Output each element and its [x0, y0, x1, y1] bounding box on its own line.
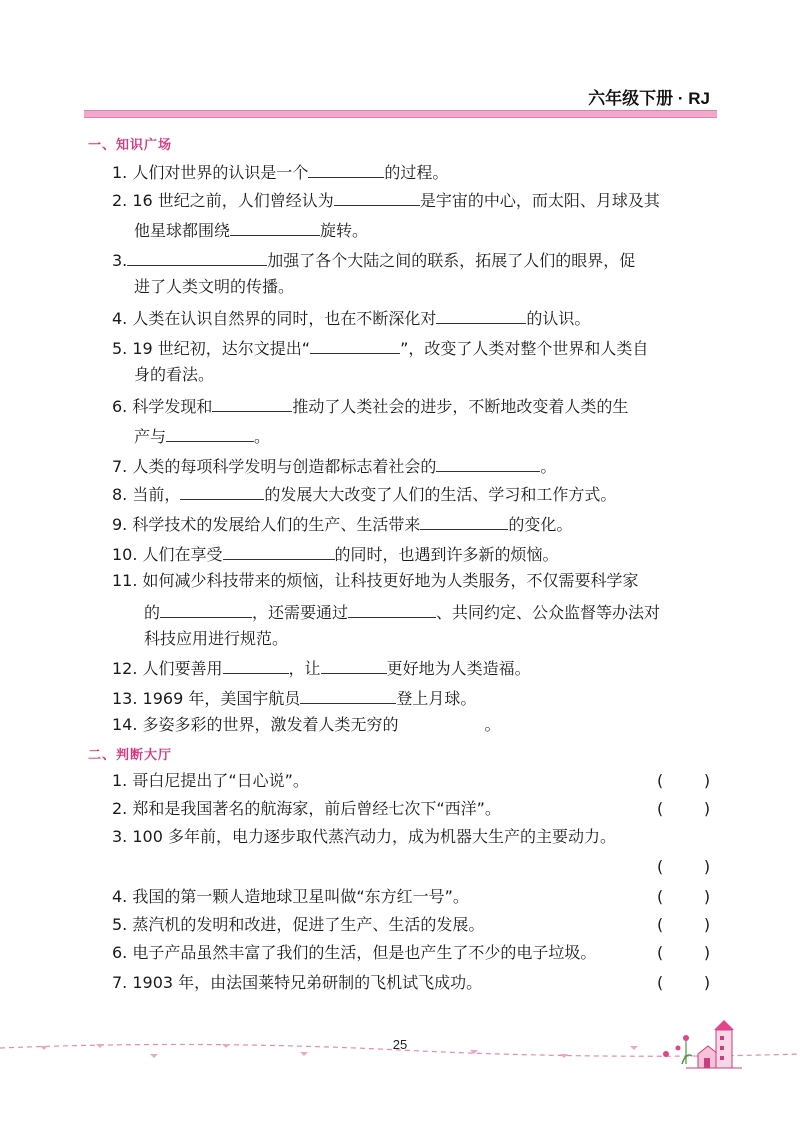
answer-parentheses[interactable]: ( ) — [657, 887, 711, 906]
question-2-cont: 他星球都围绕 旋转。 — [134, 218, 368, 242]
blank-field[interactable] — [334, 188, 420, 206]
question-5: 5. 19 世纪初，达尔文提出“ ”，改变了人类对整个世界和人类自 — [112, 336, 648, 360]
header-divider — [84, 110, 717, 118]
blank-field[interactable] — [223, 656, 289, 674]
question-11: 11. 如何减少科技带来的烦恼，让科技更好地为人类服务，不仅需要科学家 — [112, 571, 639, 590]
blank-field[interactable] — [321, 656, 387, 674]
blank-field[interactable] — [308, 160, 384, 178]
question-3: 3. 加强了各个大陆之间的联系，拓展了人们的眼界，促 — [112, 248, 635, 272]
question-11-cont: 的 ，还需要通过 、共同约定、公众监督等办法对 — [144, 600, 660, 624]
blank-field[interactable] — [310, 336, 400, 354]
blank-field[interactable] — [160, 600, 252, 618]
question-7: 7. 人类的每项科学发明与创造都标志着社会的 。 — [112, 454, 556, 478]
question-10: 10. 人们在享受 的同时，也遇到许多新的烦恼。 — [112, 542, 559, 566]
blank-field[interactable] — [420, 512, 508, 530]
answer-parentheses[interactable]: ( ) — [657, 799, 711, 818]
blank-field[interactable] — [180, 482, 264, 500]
blank-field[interactable] — [127, 248, 267, 266]
blank-field[interactable] — [436, 306, 526, 324]
judgement-item: 1. 哥白尼提出了“日心说”。 — [112, 771, 309, 790]
section-title-judgement: 二、判断大厅 — [88, 748, 173, 763]
question-6: 6. 科学发现和 推动了人类社会的进步，不断地改变着人类的生 — [112, 394, 628, 418]
question-2: 2. 16 世纪之前，人们曾经认为 是宇宙的中心，而太阳、月球及其 — [112, 188, 660, 212]
house-decoration-icon — [656, 1016, 746, 1072]
blank-field[interactable] — [230, 218, 320, 236]
answer-parentheses[interactable]: ( ) — [657, 943, 711, 962]
blank-field[interactable] — [436, 454, 540, 472]
question-11-end: 科技应用进行规范。 — [144, 629, 289, 648]
question-6-cont: 产与 。 — [134, 424, 270, 448]
question-4: 4. 人类在认识自然界的同时，也在不断深化对 的认识。 — [112, 306, 590, 330]
question-12: 12. 人们要善用 ，让 更好地为人类造福。 — [112, 656, 531, 680]
blank-field[interactable] — [348, 600, 436, 618]
judgement-item: 6. 电子产品虽然丰富了我们的生活，但是也产生了不少的电子垃圾。 — [112, 943, 597, 962]
judgement-item: 5. 蒸汽机的发明和改进，促进了生产、生活的发展。 — [112, 915, 485, 934]
section-title-knowledge: 一、知识广场 — [88, 138, 173, 153]
question-14: 14. 多姿多彩的世界，激发着人类无穷的 。 — [112, 715, 501, 734]
grade-label: 六年级下册 · RJ — [588, 89, 710, 108]
blank-field[interactable] — [166, 424, 254, 442]
page-number: 25 — [392, 1037, 408, 1052]
judgement-item: 7. 1903 年，由法国莱特兄弟研制的飞机试飞成功。 — [112, 973, 483, 992]
blank-field[interactable] — [300, 686, 396, 704]
answer-parentheses[interactable]: ( ) — [657, 915, 711, 934]
blank-field[interactable] — [223, 542, 335, 560]
question-3-cont: 进了人类文明的传播。 — [134, 277, 295, 296]
question-13: 13. 1969 年，美国宇航员 登上月球。 — [112, 686, 476, 710]
judgement-item: 2. 郑和是我国著名的航海家，前后曾经七次下“西洋”。 — [112, 799, 501, 818]
question-9: 9. 科学技术的发展给人们的生产、生活带来 的变化。 — [112, 512, 572, 536]
judgement-item: 4. 我国的第一颗人造地球卫星叫做“东方红一号”。 — [112, 887, 469, 906]
question-8: 8. 当前， 的发展大大改变了人们的生活、学习和工作方式。 — [112, 482, 616, 506]
judgement-item: 3. 100 多年前，电力逐步取代蒸汽动力，成为机器大生产的主要动力。 — [112, 827, 616, 846]
question-5-cont: 身的看法。 — [134, 365, 215, 384]
answer-parentheses[interactable]: ( ) — [657, 771, 711, 790]
blank-field[interactable] — [212, 394, 292, 412]
answer-parentheses[interactable]: ( ) — [657, 973, 711, 992]
question-1: 1. 人们对世界的认识是一个 的过程。 — [112, 160, 448, 184]
answer-parentheses[interactable]: ( ) — [657, 857, 711, 876]
